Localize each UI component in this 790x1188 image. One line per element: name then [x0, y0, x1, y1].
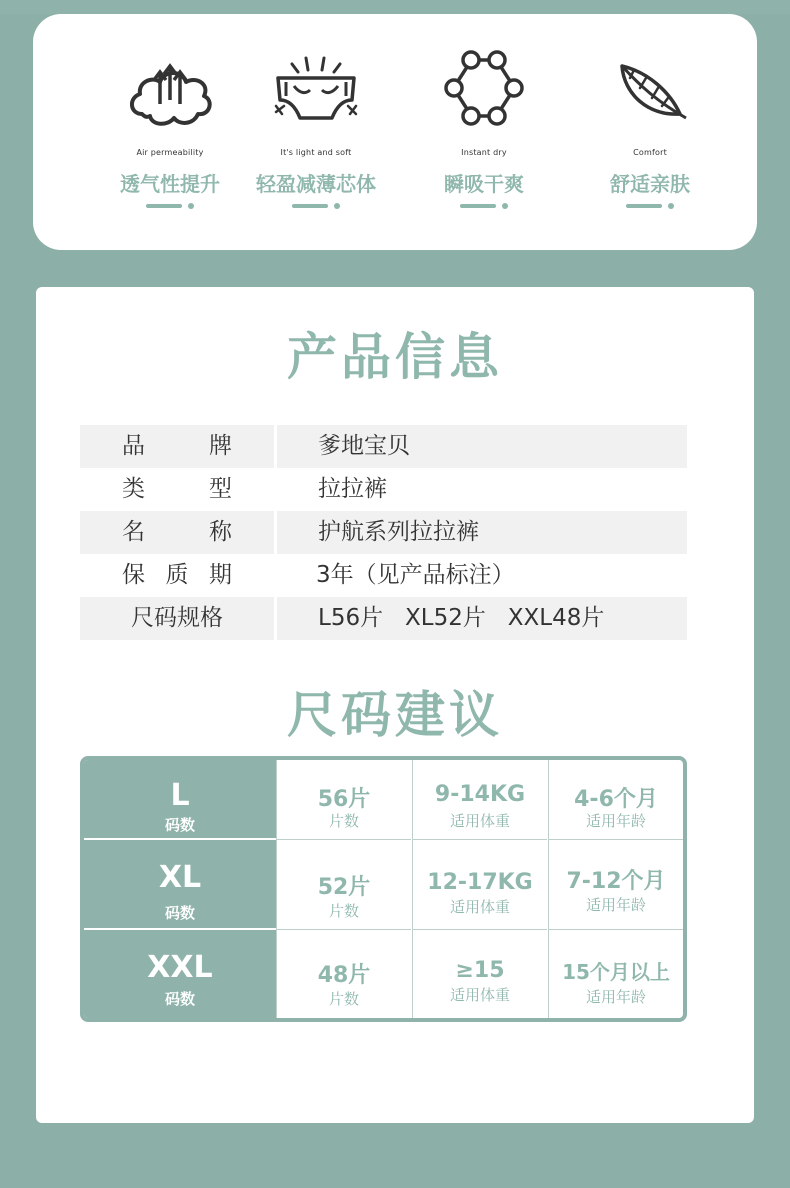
- age-cell: [548, 930, 683, 1018]
- top-strip: [0, 0, 790, 14]
- weight-value: 9-14KG: [434, 782, 526, 807]
- feature-dot: [502, 203, 508, 209]
- air-cloud-icon: [120, 42, 220, 142]
- size-code: XL: [158, 860, 202, 895]
- pieces-cell: [276, 840, 411, 930]
- pieces-label: 片数: [328, 812, 359, 830]
- feather-icon: [600, 42, 700, 142]
- info-label: [80, 468, 274, 511]
- info-label: [80, 597, 274, 640]
- age-value: 15个月以上: [562, 960, 670, 984]
- feature-en-label: Instant dry: [461, 148, 507, 157]
- feature-cn-label: 透气性提升: [120, 172, 220, 196]
- feature-dash: [146, 204, 182, 208]
- features-card: [33, 14, 757, 250]
- info-row-shelf-life: [80, 554, 687, 597]
- feature-dot: [668, 203, 674, 209]
- size-row-xl: [84, 840, 683, 930]
- pieces-value: 48片: [317, 963, 371, 988]
- molecule-ring-icon: [434, 42, 534, 142]
- size-code-label: 码数: [164, 816, 195, 834]
- size-row-l: [84, 760, 683, 840]
- pieces-cell: [276, 930, 411, 1018]
- age-label: 适用年龄: [585, 812, 646, 830]
- feature-dot: [334, 203, 340, 209]
- feature-en-label: Air permeability: [136, 148, 204, 157]
- weight-label: 适用体重: [449, 812, 510, 830]
- age-cell: [548, 760, 683, 840]
- age-label: 适用年龄: [585, 896, 646, 914]
- info-label: [80, 425, 274, 468]
- feature-dot: [188, 203, 194, 209]
- feature-comfort: [570, 14, 730, 250]
- size-advice-title: 尺码建议: [287, 686, 503, 744]
- info-label: [80, 554, 274, 597]
- feature-cn-label: 轻盈减薄芯体: [256, 172, 376, 196]
- info-label-char: 期: [209, 562, 232, 588]
- feature-instant-dry: [404, 14, 564, 250]
- info-value: 拉拉裤: [318, 476, 387, 502]
- pieces-cell: [276, 760, 411, 840]
- size-code: L: [170, 778, 190, 813]
- age-value: 7-12个月: [566, 869, 666, 894]
- size-code: XXL: [147, 950, 213, 985]
- age-cell: [548, 840, 683, 930]
- info-value: L56片 XL52片 XXL48片: [318, 605, 605, 631]
- pieces-label: 片数: [328, 990, 359, 1008]
- age-value: 4-6个月: [574, 787, 658, 812]
- product-info-table: [80, 425, 687, 640]
- info-label-char: 尺码规格: [131, 605, 223, 631]
- main-card: [36, 287, 754, 1123]
- feature-en-label: Comfort: [633, 148, 667, 157]
- weight-cell: [412, 760, 547, 840]
- age-label: 适用年龄: [585, 988, 646, 1006]
- feature-cn-label: 舒适亲肤: [610, 172, 690, 196]
- pieces-label: 片数: [328, 902, 359, 920]
- size-head: [84, 760, 276, 840]
- feature-dash: [460, 204, 496, 208]
- info-label-char: 品: [122, 433, 145, 459]
- size-head: [84, 840, 276, 930]
- weight-cell: [412, 930, 547, 1018]
- info-value: 爹地宝贝: [318, 433, 410, 459]
- pieces-value: 52片: [317, 875, 371, 900]
- info-label-char: 牌: [209, 433, 232, 459]
- feature-dash: [292, 204, 328, 208]
- info-value: 3年（见产品标注）: [316, 562, 515, 588]
- info-label-char: 型: [209, 476, 232, 502]
- feature-light-soft: [236, 14, 396, 250]
- info-row-name: [80, 511, 687, 554]
- size-row-xxl: [84, 930, 683, 1018]
- weight-value: 12-17KG: [427, 870, 533, 895]
- info-label-char: 称: [209, 519, 232, 545]
- weight-cell: [412, 840, 547, 930]
- size-code-label: 码数: [164, 904, 195, 922]
- info-value: 护航系列拉拉裤: [318, 519, 479, 545]
- product-info-title: 产品信息: [287, 328, 503, 386]
- size-advice-table: [80, 756, 687, 1022]
- feature-dash: [626, 204, 662, 208]
- diaper-icon: [266, 42, 366, 142]
- weight-label: 适用体重: [449, 986, 510, 1004]
- info-row-brand: [80, 425, 687, 468]
- size-head: [84, 930, 276, 1018]
- feature-air-permeability: [90, 14, 250, 250]
- info-label: [80, 511, 274, 554]
- size-code-label: 码数: [164, 990, 195, 1008]
- feature-cn-label: 瞬吸干爽: [444, 172, 524, 196]
- weight-value: ≥15: [455, 958, 505, 983]
- info-row-type: [80, 468, 687, 511]
- weight-label: 适用体重: [449, 898, 510, 916]
- feature-en-label: It's light and soft: [280, 148, 352, 157]
- info-label-char: 名: [122, 519, 145, 545]
- info-label-char: 类: [122, 476, 145, 502]
- info-row-sizes: [80, 597, 687, 640]
- pieces-value: 56片: [317, 787, 371, 812]
- info-label-char: 保: [122, 562, 145, 588]
- info-label-char: 质: [165, 562, 189, 588]
